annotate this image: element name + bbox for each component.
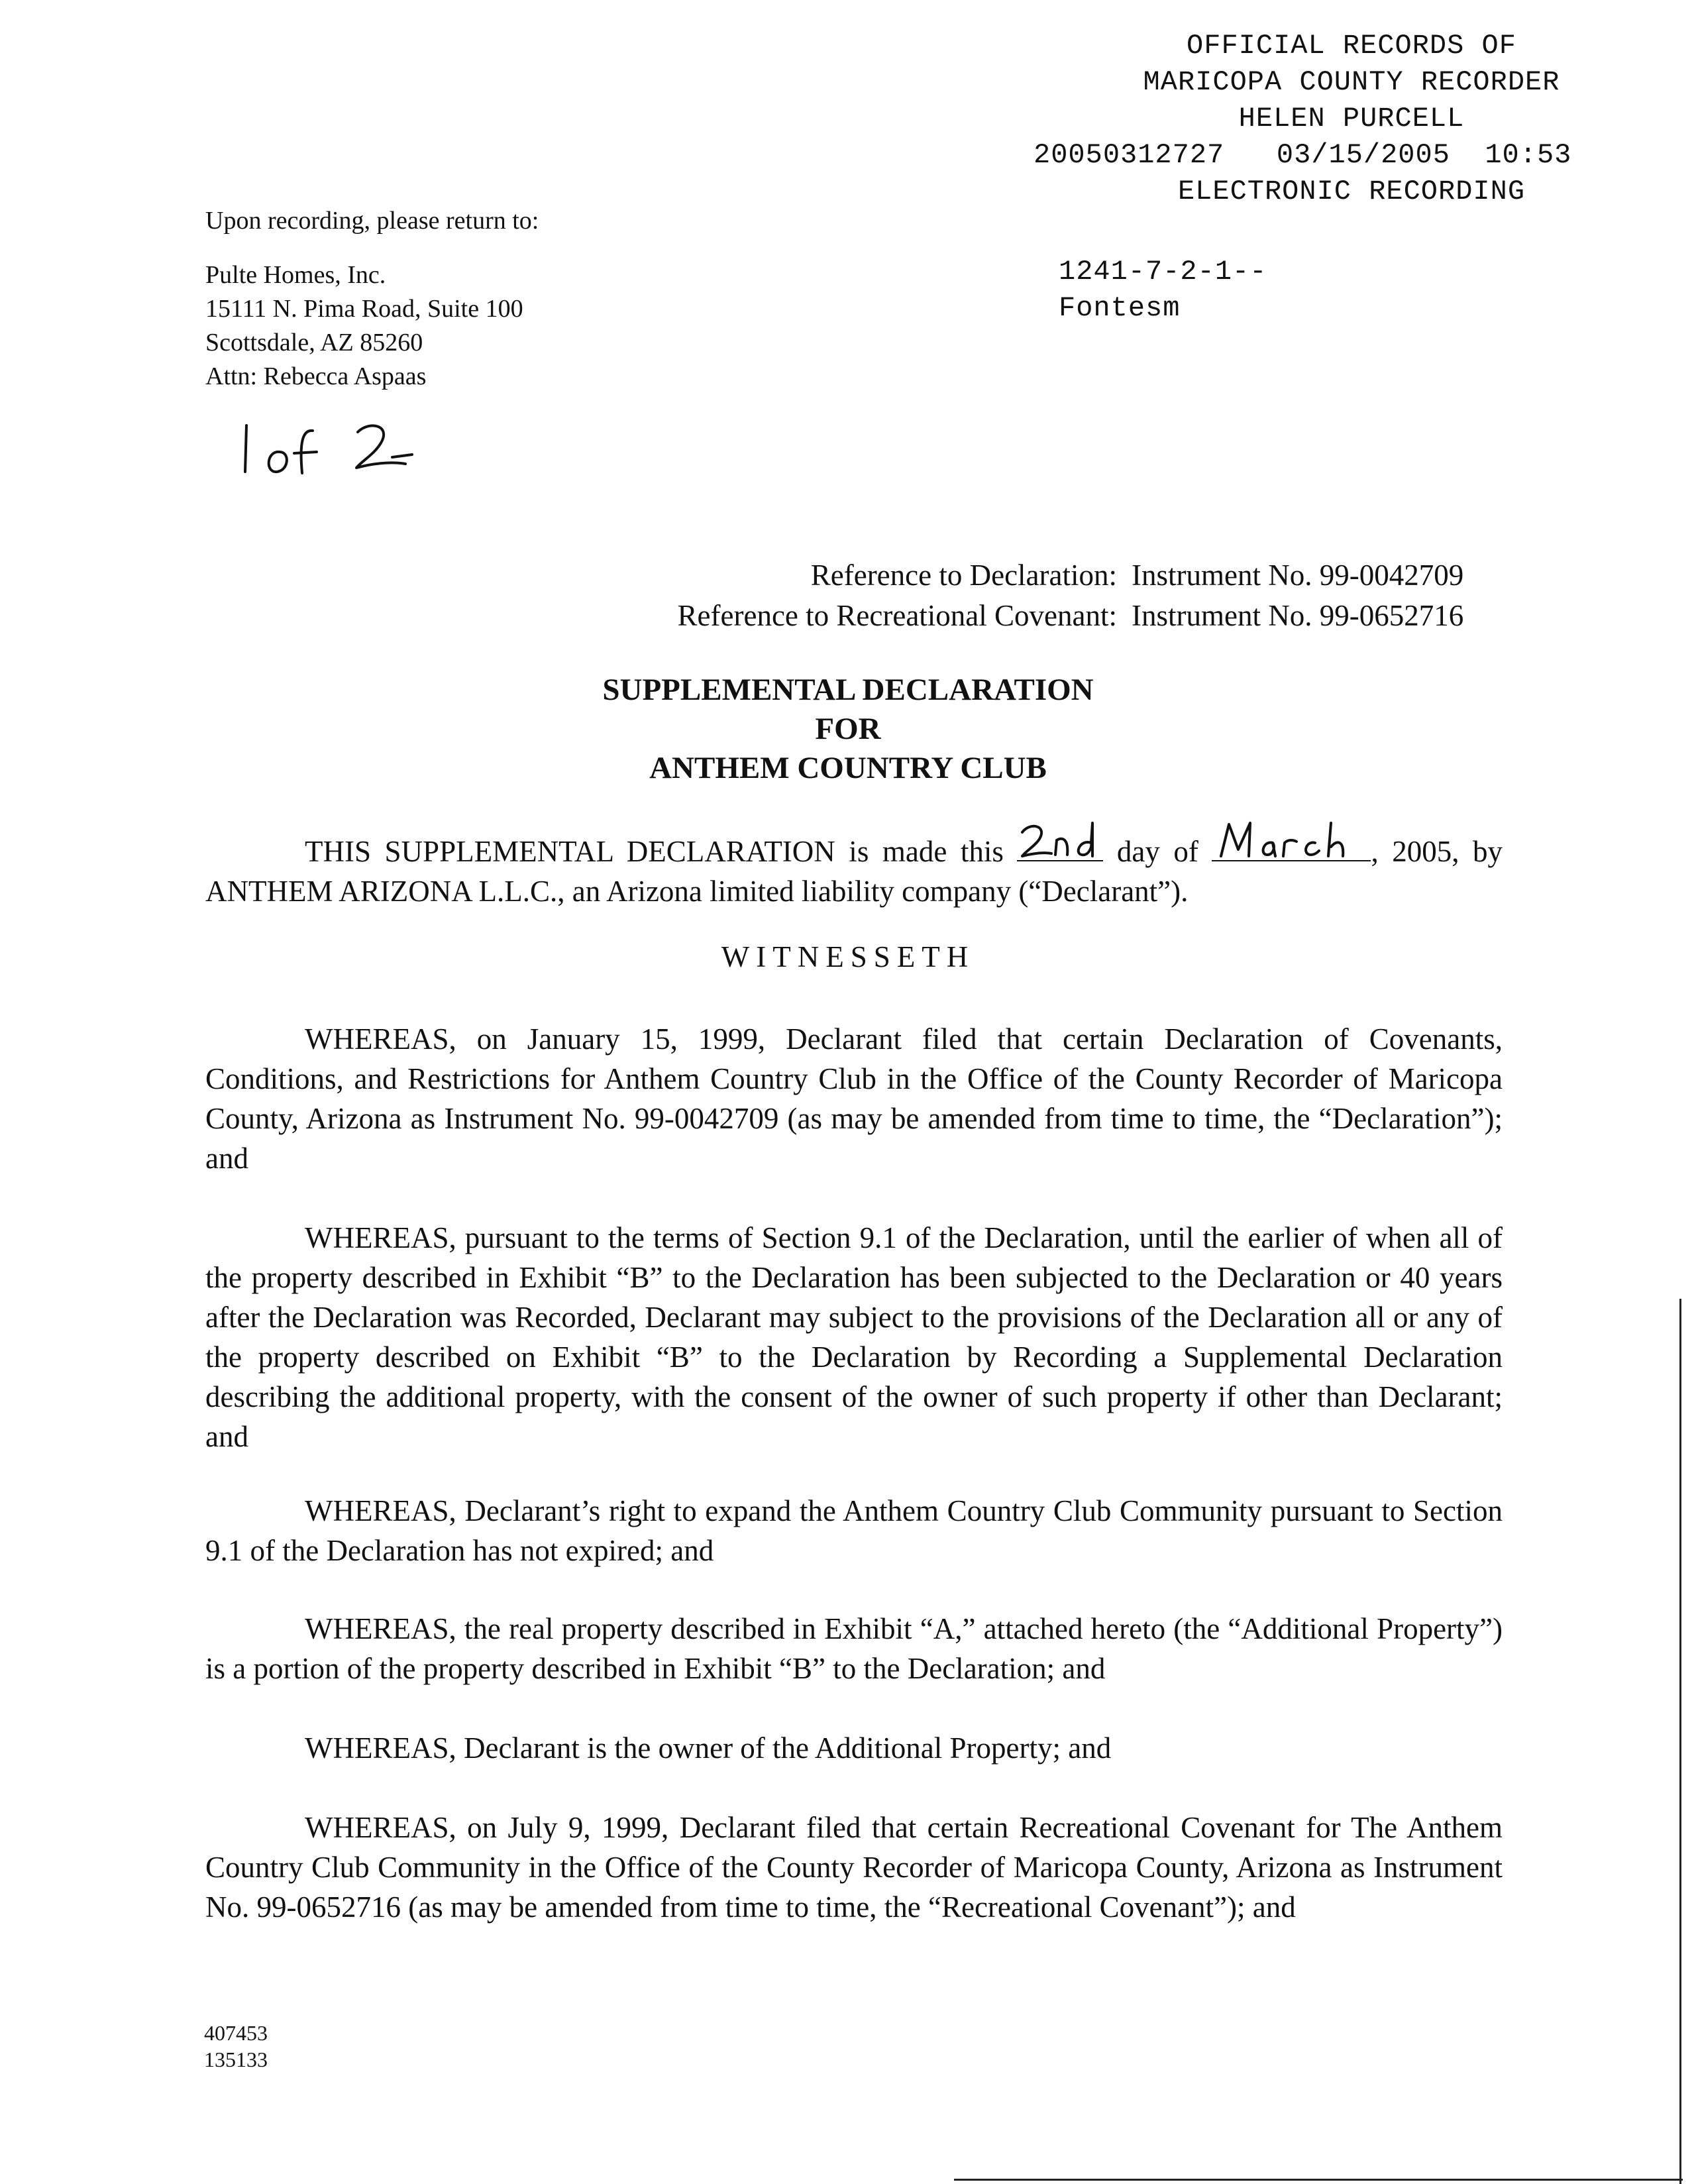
opening-text-after-month: , 2005, by ANTHEM ARIZONA L.L.C., an Arizona limited liability company (“Declarant”). bbox=[205, 835, 1503, 908]
reference-row bbox=[678, 555, 1503, 596]
reference-label: Reference to Recreational Covenant: bbox=[677, 599, 1117, 632]
opening-paragraph bbox=[205, 828, 1503, 911]
opening-text-before-day: THIS SUPPLEMENTAL DECLARATION is made this bbox=[305, 835, 1018, 868]
handwritten-month-field bbox=[1212, 828, 1371, 861]
whereas-paragraph: WHEREAS, Declarant’s right to expand the Anthem Country Club Community pursuant to Section 9.1 of the Declaration has not expired; and bbox=[205, 1494, 1503, 1567]
stamp-line-recorder-name: HELEN PURCELL bbox=[1238, 103, 1465, 135]
opening-text-before-month: day of bbox=[1103, 835, 1212, 868]
document-title bbox=[0, 671, 1696, 788]
whereas-paragraph: WHEREAS, on January 15, 1999, Declarant filed that certain Declaration of Covenants, Conditions, and Restrictions for Anthem Country Club in the Office of the County Recorder of Maricopa County, Arizona as Instrument No. 99-0042709 (as may be amended from time to time, the “Declaration”); and bbox=[205, 1022, 1503, 1175]
whereas-paragraph: WHEREAS, pursuant to the terms of Section 9.1 of the Declaration, until the earlier of when all of the property described in Exhibit “B” to the Declaration has been subjected to the Declaration or 40 years after the Declaration was Recorded, Declarant may subject to the provisions of the Declaration all or any of the property described on Exhibit “B” to the Declaration by Recording a Supplemental Declaration describing the additional property, with the consent of the owner of such property if other than Declarant; and bbox=[205, 1221, 1503, 1453]
stamp-recording-line bbox=[1034, 137, 1670, 174]
recorder-stamp bbox=[1034, 28, 1670, 210]
return-company: Pulte Homes, Inc. bbox=[205, 261, 386, 289]
stamp-line-electronic-recording: ELECTRONIC RECORDING bbox=[1177, 176, 1526, 207]
stamp-line-official-records: OFFICIAL RECORDS OF bbox=[1187, 30, 1516, 62]
witnesseth-heading: WITNESSETH bbox=[721, 940, 975, 973]
reference-label: Reference to Declaration: bbox=[810, 559, 1117, 592]
handwritten-month bbox=[1212, 820, 1371, 860]
recorder-code-line: 1241-7-2-1-- bbox=[1059, 256, 1267, 288]
recorder-clerk-name: Fontesm bbox=[1059, 292, 1181, 324]
return-heading: Upon recording, please return to: bbox=[205, 207, 539, 235]
recording-number: 20050312727 bbox=[1034, 139, 1225, 171]
recording-time: 10:53 bbox=[1485, 139, 1572, 171]
whereas-paragraph: WHEREAS, Declarant is the owner of the Additional Property; and bbox=[305, 1731, 1112, 1765]
title-line-2: FOR bbox=[815, 712, 881, 746]
return-street: 15111 N. Pima Road, Suite 100 bbox=[205, 295, 523, 323]
scan-edge-line bbox=[1679, 1299, 1681, 2184]
scan-edge-line bbox=[954, 2179, 1683, 2181]
return-address-block bbox=[205, 204, 539, 394]
recorder-code bbox=[1059, 254, 1267, 327]
handwritten-day-field bbox=[1017, 828, 1103, 861]
handwritten-day bbox=[1017, 820, 1103, 860]
document-codes bbox=[204, 2020, 268, 2073]
handwritten-page-note bbox=[238, 411, 417, 484]
document-code-line: 407453 bbox=[204, 2021, 268, 2045]
whereas-paragraph: WHEREAS, the real property described in Exhibit “A,” attached hereto (the “Additional Property”) is a portion of the property described in Exhibit “B” to the Declaration; and bbox=[205, 1612, 1503, 1685]
document-code-line: 135133 bbox=[204, 2048, 268, 2071]
recording-date: 03/15/2005 bbox=[1276, 139, 1450, 171]
title-line-3: ANTHEM COUNTRY CLUB bbox=[649, 751, 1047, 785]
reference-value: Instrument No. 99-0042709 bbox=[1132, 559, 1464, 592]
return-city-state-zip: Scottsdale, AZ 85260 bbox=[205, 329, 423, 356]
return-attention: Attn: Rebecca Aspaas bbox=[205, 362, 427, 390]
stamp-line-county-recorder: MARICOPA COUNTY RECORDER bbox=[1143, 66, 1560, 98]
reference-value: Instrument No. 99-0652716 bbox=[1132, 599, 1464, 632]
whereas-paragraph: WHEREAS, on July 9, 1999, Declarant filed that certain Recreational Covenant for The Anthem Country Club Community in the Office of the County Recorder of Maricopa County, Arizona as Instrument No. 99-0652716 (as may be amended from time to time, the “Recreational Covenant”); and bbox=[205, 1811, 1503, 1924]
references-block bbox=[678, 555, 1503, 636]
reference-row bbox=[678, 596, 1503, 636]
title-line-1: SUPPLEMENTAL DECLARATION bbox=[602, 673, 1094, 707]
